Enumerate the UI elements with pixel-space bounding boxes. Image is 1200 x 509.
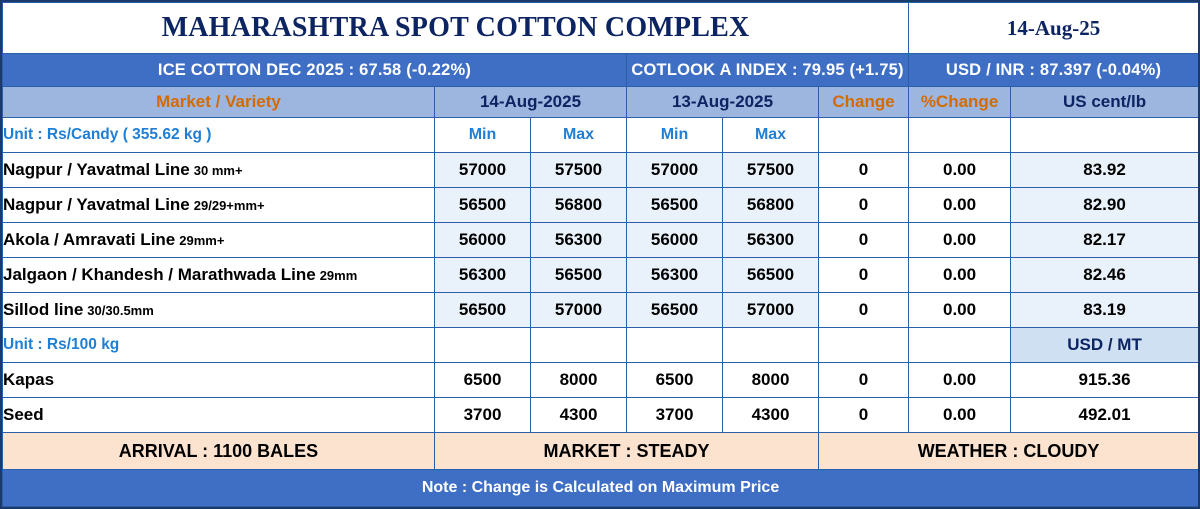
variety-name: Sillod line <box>3 300 84 319</box>
row-variety <box>3 153 435 188</box>
cell-pct-change: 0.00 <box>909 153 1011 188</box>
cell-day1-max: 4300 <box>531 398 627 433</box>
unit-100kg-row <box>3 328 1199 363</box>
subheader-day1-max: Max <box>531 118 627 153</box>
variety-spec: 29/29+mm+ <box>193 198 265 213</box>
cotlook-index-indicator: COTLOOK A INDEX : 79.95 (+1.75) <box>627 54 909 87</box>
variety-spec: 30 mm+ <box>193 163 243 178</box>
variety-name: Nagpur / Yavatmal Line <box>3 195 190 214</box>
cell-day2-min: 56500 <box>627 188 723 223</box>
col-header-market: Market / Variety <box>3 87 435 118</box>
row-variety <box>3 223 435 258</box>
table-row <box>3 398 1199 433</box>
cell-change: 0 <box>819 398 909 433</box>
cell-day1-min: 56500 <box>435 293 531 328</box>
cell-day1-max: 56300 <box>531 223 627 258</box>
cell-us-cent: 83.19 <box>1011 293 1199 328</box>
cell-change: 0 <box>819 153 909 188</box>
unit-candy-label: Unit : Rs/Candy ( 355.62 kg ) <box>3 118 435 153</box>
cell-day1-min: 3700 <box>435 398 531 433</box>
cell-pct-change: 0.00 <box>909 398 1011 433</box>
cell-change: 0 <box>819 188 909 223</box>
subheader-change-blank <box>819 118 909 153</box>
cell-day1-min: 56000 <box>435 223 531 258</box>
cell-change: 0 <box>819 293 909 328</box>
cell-day2-min: 6500 <box>627 363 723 398</box>
table-row <box>3 188 1199 223</box>
title-row <box>3 3 1199 54</box>
cell-pct-change: 0.00 <box>909 258 1011 293</box>
cell-us-cent: 83.92 <box>1011 153 1199 188</box>
market-indicator-band <box>3 54 1199 87</box>
variety-name: Kapas <box>3 370 55 389</box>
unit-100kg-blank-2 <box>531 328 627 363</box>
subheader-uscent-blank <box>1011 118 1199 153</box>
cell-day2-max: 56500 <box>723 258 819 293</box>
variety-spec: 30/30.5mm <box>87 303 154 318</box>
col-header-change: Change <box>819 87 909 118</box>
variety-spec: 29mm <box>319 268 358 283</box>
unit-100kg-label: Unit : Rs/100 kg <box>3 328 435 363</box>
row-variety <box>3 293 435 328</box>
cell-day2-min: 56000 <box>627 223 723 258</box>
variety-name: Seed <box>3 405 44 424</box>
cell-day2-max: 56300 <box>723 223 819 258</box>
unit-100kg-blank-5 <box>819 328 909 363</box>
weather-status: WEATHER : CLOUDY <box>819 433 1199 470</box>
page-title: MAHARASHTRA SPOT COTTON COMPLEX <box>3 3 909 54</box>
cell-day1-min: 57000 <box>435 153 531 188</box>
cell-us-cent: 82.17 <box>1011 223 1199 258</box>
cell-change: 0 <box>819 363 909 398</box>
unit-100kg-blank-3 <box>627 328 723 363</box>
col-header-pct-change: %Change <box>909 87 1011 118</box>
row-variety <box>3 398 435 433</box>
subheader-day2-max: Max <box>723 118 819 153</box>
variety-spec: 29mm+ <box>179 233 225 248</box>
cell-pct-change: 0.00 <box>909 223 1011 258</box>
ice-cotton-indicator: ICE COTTON DEC 2025 : 67.58 (-0.22%) <box>3 54 627 87</box>
col-header-us-cent: US cent/lb <box>1011 87 1199 118</box>
usd-mt-header: USD / MT <box>1011 328 1199 363</box>
cell-change: 0 <box>819 258 909 293</box>
cell-day2-max: 4300 <box>723 398 819 433</box>
table-row <box>3 293 1199 328</box>
subheader-pct-blank <box>909 118 1011 153</box>
unit-100kg-blank-4 <box>723 328 819 363</box>
unit-100kg-blank-6 <box>909 328 1011 363</box>
variety-name: Nagpur / Yavatmal Line <box>3 160 190 179</box>
cell-day2-min: 56500 <box>627 293 723 328</box>
cell-day1-max: 56500 <box>531 258 627 293</box>
cell-day2-max: 8000 <box>723 363 819 398</box>
column-header-row <box>3 87 1199 118</box>
cell-pct-change: 0.00 <box>909 363 1011 398</box>
unit-100kg-blank-1 <box>435 328 531 363</box>
cell-us-cent: 82.46 <box>1011 258 1199 293</box>
variety-name: Jalgaon / Khandesh / Marathwada Line <box>3 265 316 284</box>
subheader-day1-min: Min <box>435 118 531 153</box>
cell-usd-mt: 915.36 <box>1011 363 1199 398</box>
table-row <box>3 363 1199 398</box>
report-table <box>2 2 1199 507</box>
status-row <box>3 433 1199 470</box>
cell-day2-min: 57000 <box>627 153 723 188</box>
col-header-day2: 13-Aug-2025 <box>627 87 819 118</box>
table-row <box>3 258 1199 293</box>
col-header-day1: 14-Aug-2025 <box>435 87 627 118</box>
cell-pct-change: 0.00 <box>909 188 1011 223</box>
cell-day1-max: 8000 <box>531 363 627 398</box>
cell-day2-max: 57000 <box>723 293 819 328</box>
usd-inr-indicator: USD / INR : 87.397 (-0.04%) <box>909 54 1199 87</box>
cell-change: 0 <box>819 223 909 258</box>
cell-day1-min: 6500 <box>435 363 531 398</box>
subheader-day2-min: Min <box>627 118 723 153</box>
arrival-status: ARRIVAL : 1100 BALES <box>3 433 435 470</box>
cell-usd-mt: 492.01 <box>1011 398 1199 433</box>
table-row <box>3 223 1199 258</box>
row-variety <box>3 363 435 398</box>
note-row <box>3 470 1199 507</box>
cell-pct-change: 0.00 <box>909 293 1011 328</box>
cell-day2-min: 3700 <box>627 398 723 433</box>
cell-day1-max: 57500 <box>531 153 627 188</box>
market-status: MARKET : STEADY <box>435 433 819 470</box>
unit-candy-row <box>3 118 1199 153</box>
variety-name: Akola / Amravati Line <box>3 230 176 249</box>
table-row <box>3 153 1199 188</box>
row-variety <box>3 188 435 223</box>
row-variety <box>3 258 435 293</box>
cell-day2-min: 56300 <box>627 258 723 293</box>
cell-day1-min: 56300 <box>435 258 531 293</box>
note-text: Note : Change is Calculated on Maximum Price <box>3 470 1199 507</box>
cell-day2-max: 57500 <box>723 153 819 188</box>
cell-day1-max: 56800 <box>531 188 627 223</box>
cell-day2-max: 56800 <box>723 188 819 223</box>
cell-day1-max: 57000 <box>531 293 627 328</box>
cell-day1-min: 56500 <box>435 188 531 223</box>
report-date: 14-Aug-25 <box>909 3 1199 54</box>
cell-us-cent: 82.90 <box>1011 188 1199 223</box>
